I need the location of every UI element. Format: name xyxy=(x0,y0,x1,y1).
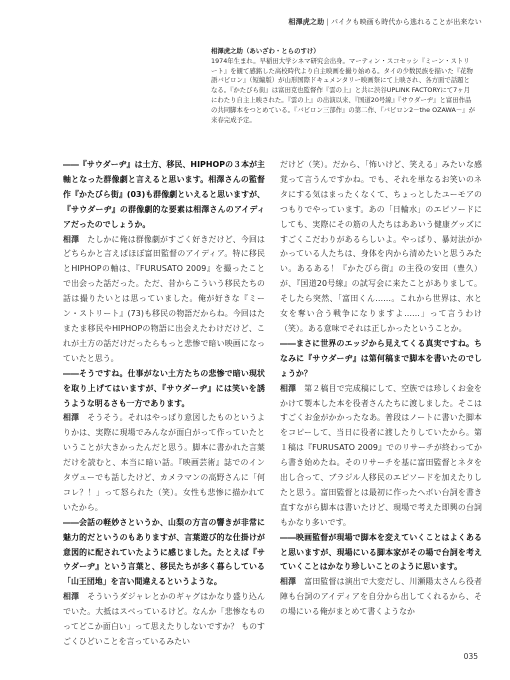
speaker-name: 相澤 xyxy=(280,577,297,587)
speaker-name: 相澤 xyxy=(63,234,80,244)
header-name: 相澤虎之助 xyxy=(288,18,325,26)
interview-left-column xyxy=(63,158,265,650)
interview-answer xyxy=(63,590,265,650)
interview-question: ――会話の軽妙さというか、山梨の方言の響きが非常に魅力的だというのもありますが、言葉遊び的な仕掛けが意図的に配されていたように感じました。たとえば『サウダーヂ』という言葉と、移民たちが多く暮らしている「山王団地」を言い間違えるというような。 xyxy=(63,517,265,587)
interview-question: ――まさに世界のエッジから見えてくる真実ですね。ちなみに『サウダーヂ』は第何稿まで脚本を書いたのでしょうか？ xyxy=(280,338,482,378)
answer-text: たしかに俺は群像劇がすごく好きだけど、今回はどちらかと言えばほぼ富田監督のアイディア。特に移民とHIPHOPの軸は、『FURUSATO 2009』を撮ったことで出会った話だった。ただ、昔からこういう移民たちの話は撮りたいとは思っていました。俺が好きな『ミーン・ストリート』(73)も移民の物語だからね。今回はたまたま移民やHIPHOPの物語に出会えたわけだけど、これが土方の話だけだったらもっと悲惨で暗い映画になっていたと思う。 xyxy=(63,234,265,363)
answer-text: 富田監督は演出で大変だし、川瀬陽太さんら役者陣も台詞のアイディアを自分から出してくれるから、その場にいる俺がまとめて書くようなか xyxy=(280,577,482,617)
interview-question: ――『サウダーヂ』は土方、移民、HIPHOPの３本が主軸となった群像劇と言えると思います。相澤さんの監督作『かたびら街』(03)も群像劇といえると思いますが、『サウダーヂ』の群像劇的な要素は相澤さんのアイディアだったのでしょうか。 xyxy=(63,160,265,229)
interview-right-column xyxy=(280,158,482,620)
author-profile xyxy=(211,47,476,125)
interview-question: ――映画監督が現場で脚本を変えていくことはよくあると思いますが、現場にいる脚本家がその場で台詞を考えていくことはかなり珍しいことのように思います。 xyxy=(280,532,482,572)
interview-answer xyxy=(63,233,265,367)
speaker-name: 相澤 xyxy=(63,413,80,423)
profile-body: 1974年生まれ。早稲田大学シネマ研究会出身。マーティン・スコセッシ『ミーン・ストリート』を観て感銘した高校時代より自主映画を撮り始める。タイの少数民族を描いた『花物語バビロン』（短編版）が山形国際ドキュメンタリー映画祭にて上映され、各方面で話題となる。『かたびら街』は富田克也監督作『雲の上』と共に渋谷UPLINK FACTORYにて7ヶ月にわたり自主上映された。『雲の上』の出演以来、『国道20号線』『サウダーヂ』と富田作品の共同脚本をつとめている。『バビロン三部作』の第二作、『バビロン2－the OZAWA－』が来春完成予定。 xyxy=(211,56,476,124)
interview-question: ――そうですね。仕事がない土方たちの悲惨で暗い現状を取り上げてはいますが、『サウダーヂ』には笑いを誘うような明るさも一方であります。 xyxy=(63,368,265,408)
speaker-name: 相澤 xyxy=(63,592,80,602)
running-header xyxy=(288,17,482,27)
answer-text: そういうダジャレとかのギャグはかなり盛り込んでいた。大抵はスベっているけど。なんか「悲惨なものってどこか面白い」って思えたりしないですか？ ものすごくひどいことを言っているみたい xyxy=(63,592,265,646)
speaker-name: 相澤 xyxy=(280,383,297,393)
interview-answer xyxy=(280,575,482,620)
page-number: 035 xyxy=(463,652,478,661)
answer-continuation: だけど（笑）。だから、「怖いけど、笑える」みたいな感覚って言うんですかね。でも、それを単なるお笑いのネタにする気はまったくなくて、ちょっとしたユーモアのつもりでやっています。あの「日輪水」のエピソードにしても、実際にその筋の人たちはああいう健康グッズにすごくこだわりがあるらしいよ。やっぱり、暴対法がかかっている人たちは、身体を内から清めたいと思うみたい。あるある！『かたびら街』の主役の安田（豊久）が、『国道20号線』の試写会に来たことがありまして。そしたら突然、「富田くん……。これから世界は、水と女を奪い合う戦争になりますよ……」って言うわけ（笑）。ある意味でそれは正しかったということか。 xyxy=(280,160,482,333)
interview-answer xyxy=(280,382,482,531)
header-separator: | xyxy=(326,18,329,26)
answer-text: 第２稿目で完成稿にして、空族では珍しくお金をかけて製本した本を役者さんたちに渡しました。そこはすごくお金がかかったなあ。普段はノートに書いた脚本をコピーして、当日に役者に渡したりしていたから。第１稿は『FURUSATO 2009』でのリサーチが終わってから書き始めたね。そのリサーチを基に富田監督とネタを出し合って、ブラジル人移民のエピソードを加えたりしたと思う。富田監督とは最初に作ったへボい台詞を書き直すながら脚本は書いたけど、現場で考えた即興の台詞もかなり多いです。 xyxy=(280,383,482,527)
header-subtitle: パイクも映画も時代から逃れることが出来ない xyxy=(330,18,482,26)
interview-answer xyxy=(63,411,265,515)
answer-text: そうそう。それはやっぱり意図したものというよりかは、実際に現場でみんなが面白がって作っていたということが大きかったんだと思う。脚本に書かれた言葉だけを読むと、本当に暗い話。『映画芸術』誌でのインタヴューでも話したけど、カメラマンの高野さんに「何コレ？！」って怒られた（笑）。女性も悲惨に描かれていたから。 xyxy=(63,413,265,512)
profile-name: 相澤虎之助（あいざわ・とらのすけ） xyxy=(211,47,320,55)
